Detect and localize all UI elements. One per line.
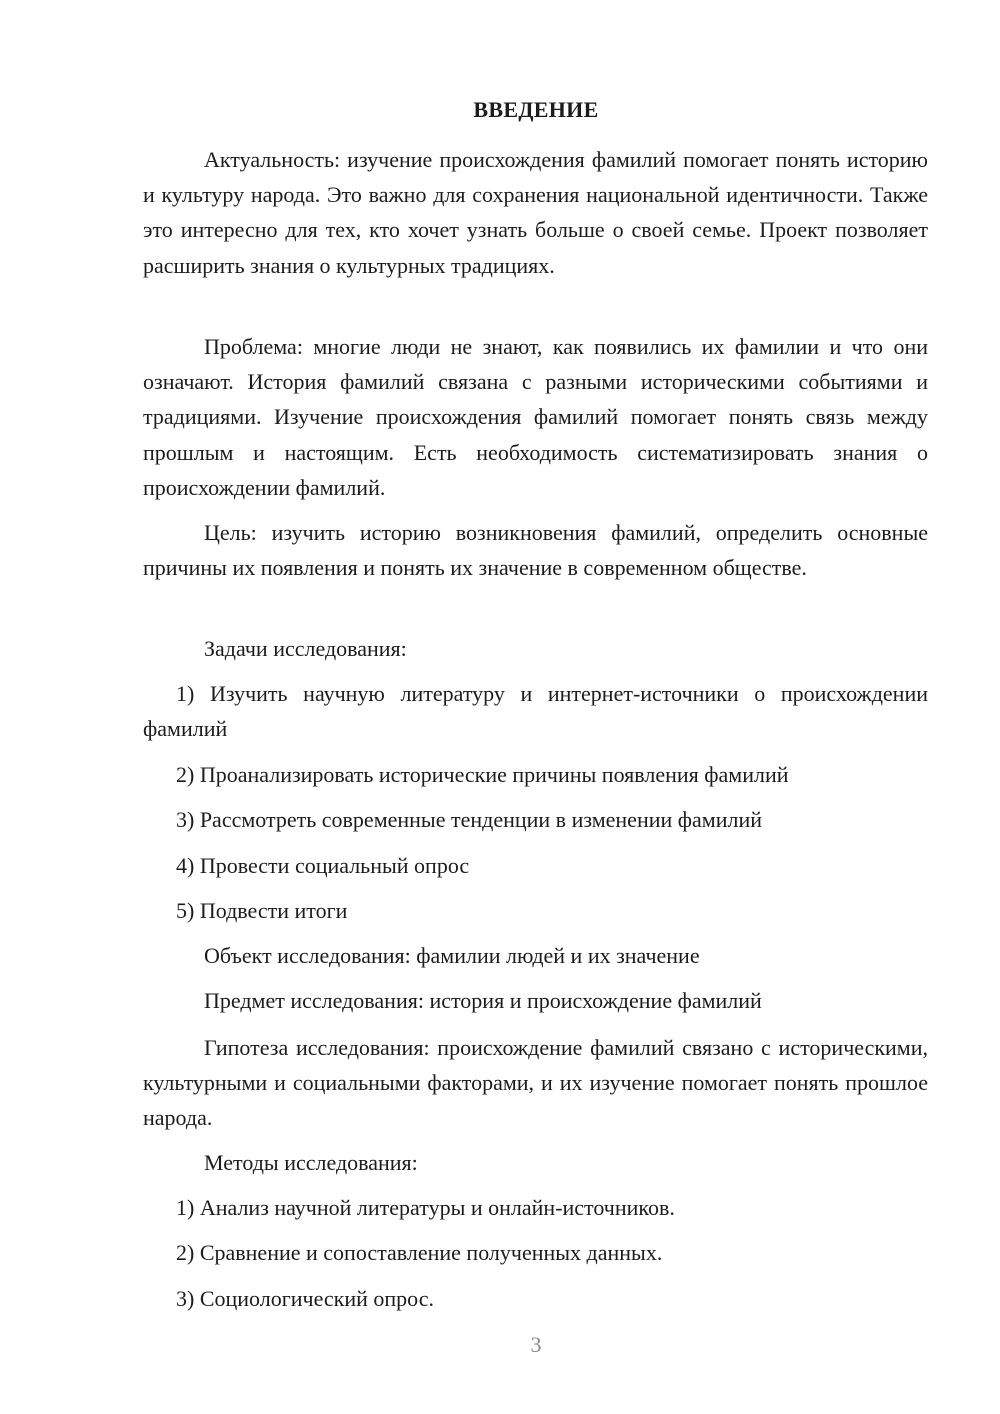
research-object: Объект исследования: фамилии людей и их значение — [204, 943, 700, 968]
section-title: ВВЕДЕНИЕ — [473, 97, 599, 122]
methods-heading: Методы исследования: — [204, 1150, 418, 1175]
problem-paragraph: Проблема: многие люди не знают, как появились их фамилии и что они означают. История фамилий связана с разными историческими событиями и традициями. Изучение происхождения фамилий помогает понять связь между прошлым и настоящим. Есть необходимость систематизировать знания о происхождении фамилий. — [143, 334, 928, 500]
task-item-1: 1) Изучить научную литературу и интернет-источники о происхождении фамилий — [143, 681, 928, 742]
tasks-heading: Задачи исследования: — [204, 636, 407, 661]
method-item-3: 3) Социологический опрос. — [176, 1286, 434, 1311]
method-item-2: 2) Сравнение и сопоставление полученных данных. — [176, 1240, 663, 1265]
page-number: 3 — [530, 1332, 542, 1357]
task-item-5: 5) Подвести итоги — [176, 898, 348, 923]
research-subject: Предмет исследования: история и происхождение фамилий — [204, 988, 762, 1013]
task-item-4: 4) Провести социальный опрос — [176, 853, 470, 878]
task-item-2: 2) Проанализировать исторические причины появления фамилий — [176, 762, 789, 787]
hypothesis-paragraph: Гипотеза исследования: происхождение фамилий связано с историческими, культурными и социальными факторами, и их изучение помогает понять прошлое народа. — [143, 1035, 928, 1131]
method-item-1: 1) Анализ научной литературы и онлайн-источников. — [176, 1195, 675, 1220]
goal-paragraph: Цель: изучить историю возникновения фамилий, определить основные причины их появления и понять их значение в современном обществе. — [143, 520, 928, 581]
task-item-3: 3) Рассмотреть современные тенденции в изменении фамилий — [176, 807, 763, 832]
relevance-paragraph: Актуальность: изучение происхождения фамилий помогает понять историю и культуру народа. Это важно для сохранения национальной идентичности. Также это интересно для тех, кто хочет узнать больше о своей семье. Проект позволяет расширить знания о культурных традициях. — [143, 147, 928, 278]
